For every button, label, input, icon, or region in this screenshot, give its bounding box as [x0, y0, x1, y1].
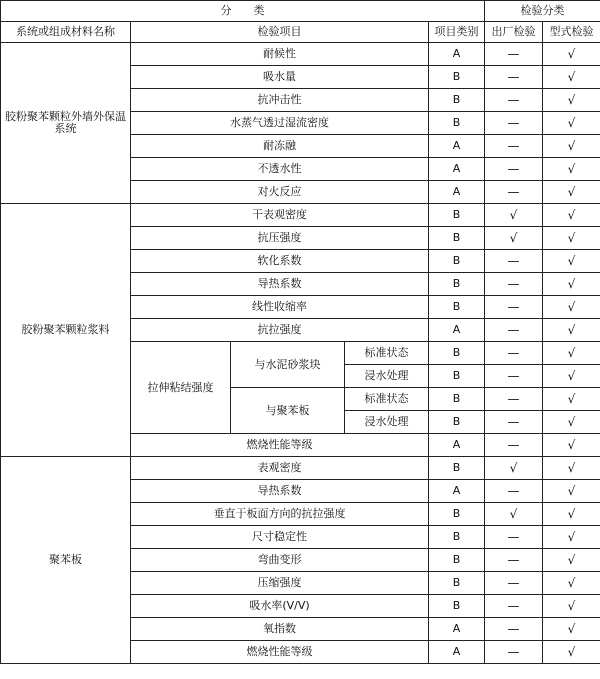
type-test-mark: √ — [543, 411, 600, 434]
group-board: 聚苯板 — [1, 457, 131, 664]
group-system: 胶粉聚苯颗粒外墙外保温系统 — [1, 43, 131, 204]
condition-label: 标准状态 — [345, 342, 429, 365]
cement-block-label: 与水泥砂浆块 — [231, 342, 345, 388]
table-row — [1, 43, 600, 66]
factory-mark: — — [485, 549, 543, 572]
type-test-mark: √ — [543, 641, 600, 664]
item-name: 对火反应 — [131, 181, 429, 204]
item-type: B — [429, 411, 485, 434]
type-test-mark: √ — [543, 66, 600, 89]
type-test-mark: √ — [543, 549, 600, 572]
item-type: B — [429, 342, 485, 365]
item-name: 燃烧性能等级 — [131, 434, 429, 457]
item-name: 抗冲击性 — [131, 89, 429, 112]
type-test-mark: √ — [543, 112, 600, 135]
item-name: 吸水率(V/V) — [131, 595, 429, 618]
system-name-header: 系统或组成材料名称 — [1, 22, 131, 43]
item-type: B — [429, 365, 485, 388]
type-test-mark: √ — [543, 342, 600, 365]
table-row — [1, 204, 600, 227]
factory-mark: — — [485, 572, 543, 595]
item-name: 耐候性 — [131, 43, 429, 66]
item-type: B — [429, 595, 485, 618]
factory-mark: — — [485, 365, 543, 388]
factory-mark: — — [485, 595, 543, 618]
type-test-mark: √ — [543, 89, 600, 112]
item-type: A — [429, 181, 485, 204]
factory-mark: — — [485, 273, 543, 296]
type-test-mark: √ — [543, 365, 600, 388]
factory-mark: √ — [485, 204, 543, 227]
item-type: B — [429, 549, 485, 572]
item-type: B — [429, 66, 485, 89]
item-type: B — [429, 250, 485, 273]
factory-mark: — — [485, 66, 543, 89]
item-name: 燃烧性能等级 — [131, 641, 429, 664]
factory-inspection-header: 出厂检验 — [485, 22, 543, 43]
item-name: 软化系数 — [131, 250, 429, 273]
factory-mark: — — [485, 250, 543, 273]
condition-label: 浸水处理 — [345, 365, 429, 388]
item-name: 氧指数 — [131, 618, 429, 641]
type-test-mark: √ — [543, 503, 600, 526]
condition-label: 标准状态 — [345, 388, 429, 411]
item-name: 线性收缩率 — [131, 296, 429, 319]
item-name: 吸水量 — [131, 66, 429, 89]
type-test-mark: √ — [543, 227, 600, 250]
item-type: B — [429, 388, 485, 411]
type-test-mark: √ — [543, 43, 600, 66]
factory-mark: — — [485, 411, 543, 434]
eps-board-label: 与聚苯板 — [231, 388, 345, 434]
factory-mark: — — [485, 618, 543, 641]
item-type: A — [429, 135, 485, 158]
factory-mark: — — [485, 319, 543, 342]
item-type: B — [429, 204, 485, 227]
item-name: 表观密度 — [131, 457, 429, 480]
type-test-mark: √ — [543, 457, 600, 480]
factory-mark: — — [485, 112, 543, 135]
factory-mark: — — [485, 434, 543, 457]
factory-mark: — — [485, 342, 543, 365]
item-type: B — [429, 112, 485, 135]
item-type: A — [429, 480, 485, 503]
factory-mark: — — [485, 526, 543, 549]
factory-mark: √ — [485, 457, 543, 480]
condition-label: 浸水处理 — [345, 411, 429, 434]
factory-mark: — — [485, 158, 543, 181]
type-test-mark: √ — [543, 158, 600, 181]
factory-mark: — — [485, 480, 543, 503]
item-type: B — [429, 526, 485, 549]
type-test-mark: √ — [543, 204, 600, 227]
type-test-mark: √ — [543, 526, 600, 549]
factory-mark: — — [485, 135, 543, 158]
bond-strength-label: 拉伸粘结强度 — [131, 342, 231, 434]
item-name: 尺寸稳定性 — [131, 526, 429, 549]
type-test-mark: √ — [543, 181, 600, 204]
type-test-mark: √ — [543, 434, 600, 457]
group-slurry: 胶粉聚苯颗粒浆料 — [1, 204, 131, 457]
item-type: B — [429, 296, 485, 319]
item-name: 耐冻融 — [131, 135, 429, 158]
type-test-mark: √ — [543, 618, 600, 641]
type-test-mark: √ — [543, 273, 600, 296]
table-row — [1, 457, 600, 480]
item-name: 垂直于板面方向的抗拉强度 — [131, 503, 429, 526]
type-test-mark: √ — [543, 595, 600, 618]
item-type: B — [429, 89, 485, 112]
item-header: 检验项目 — [131, 22, 429, 43]
item-name: 弯曲变形 — [131, 549, 429, 572]
factory-mark: √ — [485, 227, 543, 250]
factory-mark: — — [485, 89, 543, 112]
type-test-mark: √ — [543, 250, 600, 273]
item-type: B — [429, 457, 485, 480]
item-type: A — [429, 319, 485, 342]
item-name: 不透水性 — [131, 158, 429, 181]
type-inspection-header: 型式检验 — [543, 22, 600, 43]
item-type: A — [429, 158, 485, 181]
type-test-mark: √ — [543, 135, 600, 158]
factory-mark: — — [485, 641, 543, 664]
item-type: B — [429, 503, 485, 526]
type-test-mark: √ — [543, 296, 600, 319]
item-name: 导热系数 — [131, 273, 429, 296]
item-type: A — [429, 43, 485, 66]
factory-mark: √ — [485, 503, 543, 526]
type-test-mark: √ — [543, 388, 600, 411]
factory-mark: — — [485, 43, 543, 66]
type-test-mark: √ — [543, 572, 600, 595]
item-name: 导热系数 — [131, 480, 429, 503]
factory-mark: — — [485, 388, 543, 411]
item-name: 抗拉强度 — [131, 319, 429, 342]
factory-mark: — — [485, 181, 543, 204]
item-name: 水蒸气透过湿流密度 — [131, 112, 429, 135]
item-type: A — [429, 434, 485, 457]
item-name: 抗压强度 — [131, 227, 429, 250]
category-header: 分 类 — [1, 1, 485, 22]
item-type: A — [429, 641, 485, 664]
inspection-class-header: 检验分类 — [485, 1, 600, 22]
item-type: B — [429, 273, 485, 296]
item-type: B — [429, 572, 485, 595]
factory-mark: — — [485, 296, 543, 319]
type-test-mark: √ — [543, 480, 600, 503]
item-name: 干表观密度 — [131, 204, 429, 227]
item-type: B — [429, 227, 485, 250]
item-type-header: 项目类别 — [429, 22, 485, 43]
item-type: A — [429, 618, 485, 641]
type-test-mark: √ — [543, 319, 600, 342]
item-name: 压缩强度 — [131, 572, 429, 595]
